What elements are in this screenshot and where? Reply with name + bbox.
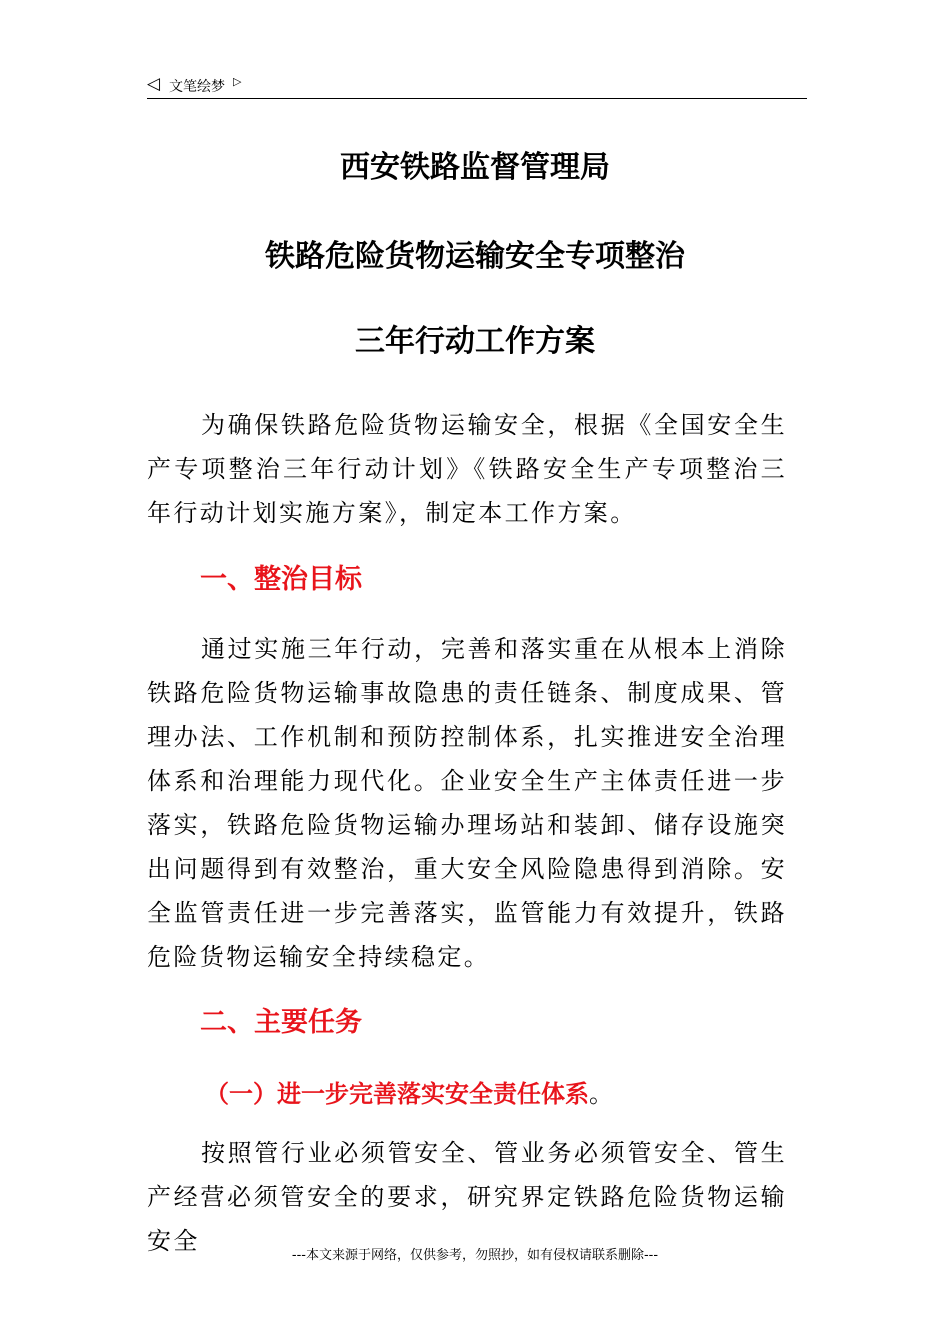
section-1-heading: 一、整治目标 [200,564,362,595]
subsection-1-paragraph: 按照管行业必须管安全、管业务必须管安全、管生产经营必须管安全的要求，研究界定铁路危险货物运输安全 [147,1139,787,1255]
page-footer: ---本文来源于网络，仅供参考，勿照抄，如有侵权请联系删除--- [291,1248,659,1263]
title-line-3: 三年行动工作方案 [355,324,595,359]
left-triangle-icon: ◁ [147,74,161,94]
subsection-1-heading [205,1076,613,1112]
page-header [147,72,807,98]
intro-paragraph: 为确保铁路危险货物运输安全，根据《全国安全生产专项整治三年行动计划》《铁路安全生产专项整治三年行动计划实施方案》，制定本工作方案。 [147,411,787,527]
section-2-heading: 二、主要任务 [200,1007,362,1038]
title-line-1: 西安铁路监督管理局 [340,150,610,185]
header-divider [147,98,807,99]
subsection-1-title: （一）进一步完善落实安全责任体系 [205,1080,589,1108]
header-brand: 文笔绘梦 [169,79,225,95]
section-1-paragraph: 通过实施三年行动，完善和落实重在从根本上消除铁路危险货物运输事故隐患的责任链条、制度成果、管理办法、工作机制和预防控制体系，扎实推进安全治理体系和治理能力现代化。企业安全生产主体责任进一步落实，铁路危险货物运输办理场站和装卸、储存设施突出问题得到有效整治，重大安全风险隐患得到消除。安全监管责任进一步完善落实，监管能力有效提升，铁路危险货物运输安全持续稳定。 [147,635,787,971]
subsection-1-punct: 。 [589,1080,613,1108]
title-line-2: 铁路危险货物运输安全专项整治 [265,239,685,274]
right-triangle-icon: ▷ [233,75,242,88]
